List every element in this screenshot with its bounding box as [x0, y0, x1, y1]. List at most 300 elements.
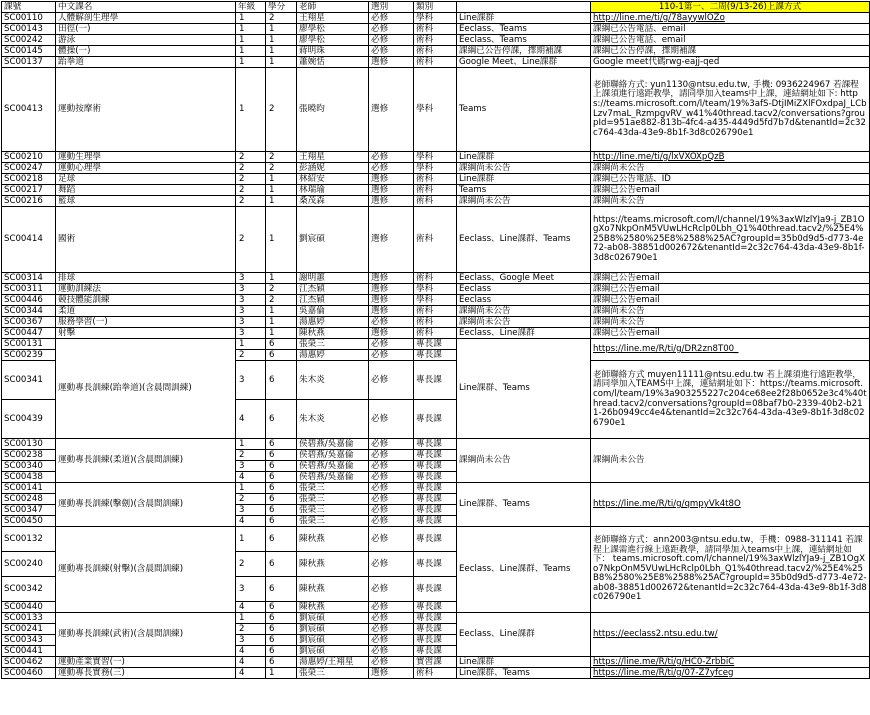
- course-grade: 3: [236, 328, 266, 339]
- course-method: Eeclass、Teams: [457, 24, 591, 35]
- group-course-name: 運動專長訓練(擊劍)(含晨間訓練): [56, 483, 236, 527]
- course-teacher: 張曉昀: [297, 68, 369, 152]
- course-selection: 必修: [369, 657, 414, 668]
- course-credit: 6: [266, 461, 297, 472]
- course-teacher: 張榮三: [297, 483, 369, 494]
- course-credit: 1: [266, 668, 297, 679]
- course-category: 術科: [414, 273, 457, 284]
- table-row: [2, 284, 870, 295]
- course-category: 術科: [414, 668, 457, 679]
- course-method: Eeclass、Line課群: [457, 328, 591, 339]
- course-code: SC00311: [2, 284, 56, 295]
- course-info: 課綱尚未公告: [591, 196, 870, 207]
- course-category: 術科: [414, 207, 457, 273]
- course-code: SC00238: [2, 450, 56, 461]
- course-name: 排球: [56, 273, 236, 284]
- course-selection: 必修: [369, 361, 414, 400]
- course-link[interactable]: http://line.me/ti/g/78ayywlOZo: [591, 13, 870, 24]
- course-method: Eeclass: [457, 284, 591, 295]
- table-row: [2, 185, 870, 196]
- course-grade: 4: [236, 646, 266, 657]
- course-credit: 6: [266, 472, 297, 483]
- course-category: 專長課: [414, 613, 457, 624]
- course-grade: 1: [236, 339, 266, 350]
- course-grade: 2: [236, 196, 266, 207]
- course-credit: 1: [266, 317, 297, 328]
- course-category: 專長課: [414, 494, 457, 505]
- course-category: 術科: [414, 196, 457, 207]
- course-code: SC00217: [2, 185, 56, 196]
- course-code: SC00440: [2, 602, 56, 613]
- course-selection: 選修: [369, 68, 414, 152]
- course-method: Eeclass、Google Meet: [457, 273, 591, 284]
- course-info: 課綱已公告email: [591, 185, 870, 196]
- course-credit: 2: [266, 68, 297, 152]
- course-code: SC00239: [2, 350, 56, 361]
- course-code: SC00344: [2, 306, 56, 317]
- group-course-name: 運動專長訓練(武術)(含晨間訓練): [56, 613, 236, 657]
- course-grade: 1: [236, 483, 266, 494]
- course-method: Eeclass、Line課群、Teams: [457, 207, 591, 273]
- course-code: SC00438: [2, 472, 56, 483]
- course-method: Line課群: [457, 152, 591, 163]
- course-category: 術科: [414, 328, 457, 339]
- table-row: [2, 657, 870, 668]
- course-selection: 必修: [369, 350, 414, 361]
- course-selection: 必修: [369, 646, 414, 657]
- table-row: [2, 152, 870, 163]
- course-category: 學科: [414, 13, 457, 24]
- course-credit: 1: [266, 46, 297, 57]
- table-row: [2, 339, 870, 350]
- course-selection: 必修: [369, 24, 414, 35]
- course-name: 游泳: [56, 35, 236, 46]
- course-credit: 6: [266, 494, 297, 505]
- group-course-name: 運動專長訓練(柔道)(含晨間訓練): [56, 439, 236, 483]
- table-row: [2, 163, 870, 174]
- course-code: SC00110: [2, 13, 56, 24]
- table-row: [2, 439, 870, 450]
- course-code: SC00342: [2, 577, 56, 602]
- course-grade: 3: [236, 577, 266, 602]
- header-code: 課號: [2, 2, 56, 13]
- course-schedule-table: [1, 1, 870, 679]
- course-grade: 2: [236, 624, 266, 635]
- table-row: [2, 35, 870, 46]
- course-credit: 6: [266, 657, 297, 668]
- course-code: SC00450: [2, 516, 56, 527]
- header-grade: 年級: [236, 2, 266, 13]
- table-row: [2, 46, 870, 57]
- course-selection: 必修: [369, 635, 414, 646]
- course-selection: 必修: [369, 516, 414, 527]
- course-teacher: 張榮三: [297, 516, 369, 527]
- table-row: [2, 328, 870, 339]
- course-credit: 6: [266, 350, 297, 361]
- course-grade: 4: [236, 602, 266, 613]
- course-method: 課綱尚未公告: [457, 163, 591, 174]
- course-code: SC00133: [2, 613, 56, 624]
- group-method: Line課群、Teams: [457, 483, 591, 527]
- course-info: 課綱已公告email: [591, 284, 870, 295]
- course-code: SC00340: [2, 461, 56, 472]
- course-name: 運動按摩術: [56, 68, 236, 152]
- course-grade: 1: [236, 439, 266, 450]
- course-grade: 2: [236, 174, 266, 185]
- course-credit: 6: [266, 635, 297, 646]
- course-credit: 6: [266, 516, 297, 527]
- course-credit: 1: [266, 174, 297, 185]
- course-name: 國術: [56, 207, 236, 273]
- course-credit: 2: [266, 284, 297, 295]
- course-name: 柔道: [56, 306, 236, 317]
- course-credit: 6: [266, 505, 297, 516]
- course-grade: 2: [236, 494, 266, 505]
- course-category: 術科: [414, 57, 457, 68]
- group-link[interactable]: https://line.me/R/ti/g/DR2zn8T00_: [591, 339, 870, 361]
- course-credit: 1: [266, 207, 297, 273]
- course-teacher: 陳秋燕: [297, 328, 369, 339]
- course-code: SC00460: [2, 668, 56, 679]
- course-credit: 2: [266, 163, 297, 174]
- course-category: 專長課: [414, 505, 457, 516]
- course-code: SC00413: [2, 68, 56, 152]
- course-category: 術科: [414, 174, 457, 185]
- course-grade: 1: [236, 613, 266, 624]
- course-selection: 選修: [369, 284, 414, 295]
- course-category: 術科: [414, 24, 457, 35]
- course-teacher: 劉宸碩: [297, 207, 369, 273]
- table-row: [2, 57, 870, 68]
- course-name: 運動專長實務(三): [56, 668, 236, 679]
- course-teacher: 湯惠婷: [297, 350, 369, 361]
- course-credit: 6: [266, 361, 297, 400]
- course-teacher: 張榮三: [297, 339, 369, 350]
- course-code: SC00141: [2, 483, 56, 494]
- course-code: SC00446: [2, 295, 56, 306]
- course-method: Line課群: [457, 174, 591, 185]
- course-code: SC00347: [2, 505, 56, 516]
- course-info: 課綱已公告email: [591, 273, 870, 284]
- course-method: 課綱尚未公告: [457, 317, 591, 328]
- table-row: [2, 68, 870, 152]
- course-info: 課綱已公告電話、email: [591, 35, 870, 46]
- course-credit: 6: [266, 339, 297, 350]
- course-teacher: 王翔星: [297, 13, 369, 24]
- course-selection: 必修: [369, 577, 414, 602]
- course-teacher: 桑茂森: [297, 196, 369, 207]
- course-info: Google meet代碼rwg-eajj-qed: [591, 57, 870, 68]
- course-selection: 選修: [369, 295, 414, 306]
- course-code: SC00145: [2, 46, 56, 57]
- course-selection: 必修: [369, 552, 414, 577]
- course-credit: 2: [266, 13, 297, 24]
- header-selection: 選別: [369, 2, 414, 13]
- course-teacher: 吳嘉倫: [297, 306, 369, 317]
- course-link[interactable]: http://line.me/ti/g/lxVXOXpQzB: [591, 152, 870, 163]
- course-selection: 選修: [369, 174, 414, 185]
- course-category: 專長課: [414, 450, 457, 461]
- course-category: 實習課: [414, 657, 457, 668]
- course-category: 學科: [414, 163, 457, 174]
- course-credit: 6: [266, 602, 297, 613]
- course-credit: 6: [266, 624, 297, 635]
- course-name: 服務學習(一): [56, 317, 236, 328]
- table-row: [2, 13, 870, 24]
- table-row: [2, 24, 870, 35]
- course-category: 術科: [414, 35, 457, 46]
- course-category: 專長課: [414, 483, 457, 494]
- course-code: SC00247: [2, 163, 56, 174]
- course-method: Line課群、Teams: [457, 668, 591, 679]
- group-method: Eeclass、Line課群、Teams: [457, 527, 591, 613]
- course-code: SC00143: [2, 24, 56, 35]
- course-selection: 必修: [369, 317, 414, 328]
- course-grade: 1: [236, 35, 266, 46]
- course-teacher: 劉宸碩: [297, 646, 369, 657]
- header-name: 中文課名: [56, 2, 236, 13]
- course-code: SC00242: [2, 35, 56, 46]
- header-category: 類別: [414, 2, 457, 13]
- table-row: [2, 306, 870, 317]
- course-grade: 2: [236, 350, 266, 361]
- course-teacher: 彭涵妮: [297, 163, 369, 174]
- course-grade: 1: [236, 13, 266, 24]
- course-code: SC00439: [2, 400, 56, 439]
- course-code: SC00341: [2, 361, 56, 400]
- group-link[interactable]: https://line.me/R/ti/g/qmpyVk4t8O: [591, 483, 870, 527]
- table-row: [2, 317, 870, 328]
- course-method: Eeclass: [457, 295, 591, 306]
- course-name: 運動生理學: [56, 152, 236, 163]
- course-category: 術科: [414, 317, 457, 328]
- course-code: SC00216: [2, 196, 56, 207]
- course-name: 體操(一): [56, 46, 236, 57]
- course-category: 專長課: [414, 602, 457, 613]
- table-row: [2, 196, 870, 207]
- group-info: 課綱尚未公告: [591, 439, 870, 483]
- course-category: 專長課: [414, 577, 457, 602]
- course-code: SC00218: [2, 174, 56, 185]
- table-row: [2, 207, 870, 273]
- course-grade: 4: [236, 657, 266, 668]
- course-method: Line課群: [457, 13, 591, 24]
- course-grade: 1: [236, 46, 266, 57]
- course-category: 術科: [414, 185, 457, 196]
- course-teacher: 王翔星: [297, 152, 369, 163]
- course-grade: 4: [236, 472, 266, 483]
- course-selection: 必修: [369, 35, 414, 46]
- course-teacher: 林瑞瑜: [297, 185, 369, 196]
- course-method: 課綱已公告停課，擇期補課: [457, 46, 591, 57]
- course-name: 運動產業實習(一): [56, 657, 236, 668]
- course-code: SC00240: [2, 552, 56, 577]
- course-teacher: 湯惠婷/王翔星: [297, 657, 369, 668]
- course-code: SC00343: [2, 635, 56, 646]
- course-selection: 必修: [369, 527, 414, 552]
- course-info: https://teams.microsoft.com/l/channel/19%3axWlzlYJa9-j_ZB1OgXo7NkpOnM5VUwLHcRclp0Lbh_Q1%40thread.tacv2/%25E4%25B8%2580%25E8%2588%25AC?groupId=35b0d9d5-d773-4e72-ab08-38851d002672&tenantId=2c32c764-43da-43e9-8b1f-3d8c026790e1: [591, 207, 870, 273]
- course-selection: 必修: [369, 46, 414, 57]
- course-selection: 選修: [369, 668, 414, 679]
- group-course-name: 運動專長訓練(射擊)(含晨間訓練): [56, 527, 236, 613]
- course-grade: 4: [236, 400, 266, 439]
- course-info: 課綱尚未公告: [591, 163, 870, 174]
- table-row: [2, 613, 870, 624]
- course-name: 足球: [56, 174, 236, 185]
- course-code: SC00447: [2, 328, 56, 339]
- header-row: [2, 2, 870, 13]
- course-code: SC00367: [2, 317, 56, 328]
- course-teacher: 陳秋燕: [297, 552, 369, 577]
- course-category: 專長課: [414, 439, 457, 450]
- course-grade: 2: [236, 185, 266, 196]
- course-teacher: 劉宸碩: [297, 624, 369, 635]
- course-selection: 必修: [369, 163, 414, 174]
- course-grade: 1: [236, 527, 266, 552]
- course-selection: 必修: [369, 505, 414, 516]
- course-grade: 3: [236, 461, 266, 472]
- course-teacher: 張榮三: [297, 668, 369, 679]
- course-category: 專長課: [414, 527, 457, 552]
- course-code: SC00130: [2, 439, 56, 450]
- course-category: 學科: [414, 68, 457, 152]
- course-method: 課綱尚未公告: [457, 196, 591, 207]
- course-name: 舞蹈: [56, 185, 236, 196]
- course-method: Eeclass、Teams: [457, 35, 591, 46]
- course-credit: 6: [266, 483, 297, 494]
- course-teacher: 謝明蕙: [297, 273, 369, 284]
- course-teacher: 江杰穎: [297, 295, 369, 306]
- course-teacher: 陳秋燕: [297, 527, 369, 552]
- course-selection: 必修: [369, 613, 414, 624]
- course-grade: 1: [236, 24, 266, 35]
- course-category: 專長課: [414, 461, 457, 472]
- course-category: 專長課: [414, 624, 457, 635]
- course-grade: 3: [236, 505, 266, 516]
- course-category: 學科: [414, 284, 457, 295]
- course-credit: 6: [266, 552, 297, 577]
- course-info: 老師聯絡方式: yun1130@ntsu.edu.tw, 手機: 0936224967 若課程上課須進行遠距教學，請同學加入teams中上課，連結網址如下: https://teams.microsoft.com/l/team/19%3afS-DtjIMiZXlFOxdpaJ_LCbLzv7maL_RzmpgvRV_w41%40thread.tacv2/conversations?groupId=951ae882-813b-4fc4-a435-4449d5fd7b7d&tenantId=2c32c764-43da-43e9-8b1f-3d8c026790e1: [591, 68, 870, 152]
- course-link[interactable]: https://line.me/R/ti/g/HC0-ZrbbiC: [591, 657, 870, 668]
- course-teacher: 朱木炎: [297, 400, 369, 439]
- course-category: 專長課: [414, 350, 457, 361]
- course-link[interactable]: https://line.me/R/ti/g/07-Z7yfceg: [591, 668, 870, 679]
- course-method: Line課群: [457, 657, 591, 668]
- course-code: SC00210: [2, 152, 56, 163]
- course-code: SC00441: [2, 646, 56, 657]
- course-selection: 選修: [369, 57, 414, 68]
- group-info: 老師聯絡方式：ann2003@ntsu.edu.tw，手機：0988-311141 若課程上課需進行線上遠距教學，請同學加入teams中上課，連結網址如下： teams.microsoft.com/l/channel/19%3axWlzlYJa9-j_ZB1OgXo7NkpOnM5VUwLHcRclp0Lbh_Q1%40thread.tacv2/%25E4%25B8%2580%25E8%2588%25AC?groupId=35b0d9d5-d773-4e72-ab08-38851d002672&tenantId=2c32c764-43da-43e9-8b1f-3d8c026790e1: [591, 527, 870, 613]
- course-selection: 必修: [369, 400, 414, 439]
- course-code: SC00137: [2, 57, 56, 68]
- course-teacher: 蔣明珠: [297, 46, 369, 57]
- course-category: 學科: [414, 152, 457, 163]
- course-name: 人體解剖生理學: [56, 13, 236, 24]
- course-teacher: 侯碧燕/吳嘉倫: [297, 439, 369, 450]
- course-teacher: 朱木炎: [297, 361, 369, 400]
- course-credit: 6: [266, 613, 297, 624]
- course-selection: 必修: [369, 439, 414, 450]
- course-teacher: 侯碧燕/吳嘉倫: [297, 472, 369, 483]
- course-grade: 1: [236, 68, 266, 152]
- course-teacher: 劉宸碩: [297, 635, 369, 646]
- course-credit: 1: [266, 328, 297, 339]
- course-selection: 必修: [369, 624, 414, 635]
- course-teacher: 廖學松: [297, 24, 369, 35]
- course-name: 運動心理學: [56, 163, 236, 174]
- course-selection: 必修: [369, 339, 414, 350]
- course-grade: 3: [236, 317, 266, 328]
- course-credit: 1: [266, 196, 297, 207]
- course-grade: 3: [236, 284, 266, 295]
- header-teacher: 老師: [297, 2, 369, 13]
- course-info: 課綱已公告email: [591, 328, 870, 339]
- course-credit: 1: [266, 306, 297, 317]
- course-credit: 6: [266, 577, 297, 602]
- course-credit: 6: [266, 439, 297, 450]
- course-grade: 3: [236, 635, 266, 646]
- course-credit: 1: [266, 273, 297, 284]
- table-row: [2, 295, 870, 306]
- course-grade: 2: [236, 152, 266, 163]
- course-teacher: 陳秋燕: [297, 602, 369, 613]
- header-method: [457, 2, 591, 13]
- course-teacher: 劉宸碩: [297, 613, 369, 624]
- course-name: 田徑(一): [56, 24, 236, 35]
- course-method: Teams: [457, 68, 591, 152]
- course-info: 課綱已公告電話、ID: [591, 174, 870, 185]
- course-name: 射擊: [56, 328, 236, 339]
- header-week-method: 110-1第一、二周(9/13-26)上課方式: [591, 2, 870, 13]
- course-selection: 選修: [369, 185, 414, 196]
- course-selection: 必修: [369, 494, 414, 505]
- course-teacher: 陳秋燕: [297, 577, 369, 602]
- course-grade: 3: [236, 273, 266, 284]
- course-name: 競技體能訓練: [56, 295, 236, 306]
- course-category: 術科: [414, 46, 457, 57]
- course-category: 專長課: [414, 400, 457, 439]
- course-selection: 選修: [369, 196, 414, 207]
- course-info: 課綱尚未公告: [591, 317, 870, 328]
- course-category: 專長課: [414, 635, 457, 646]
- group-method: 課綱尚未公告: [457, 439, 591, 483]
- group-method: Eeclass、Line課群: [457, 613, 591, 657]
- course-selection: 選修: [369, 207, 414, 273]
- course-grade: 3: [236, 295, 266, 306]
- course-selection: 選修: [369, 306, 414, 317]
- course-code: SC00131: [2, 339, 56, 350]
- table-row: [2, 483, 870, 494]
- course-grade: 3: [236, 361, 266, 400]
- course-credit: 6: [266, 400, 297, 439]
- course-selection: 必修: [369, 152, 414, 163]
- course-category: 學科: [414, 295, 457, 306]
- course-grade: 1: [236, 57, 266, 68]
- course-grade: 4: [236, 516, 266, 527]
- course-teacher: 湯惠婷: [297, 317, 369, 328]
- course-code: SC00462: [2, 657, 56, 668]
- table-row: [2, 527, 870, 552]
- course-teacher: 侯碧燕/吳嘉倫: [297, 461, 369, 472]
- group-link[interactable]: https://eeclass2.ntsu.edu.tw/: [591, 613, 870, 657]
- course-category: 術科: [414, 306, 457, 317]
- group-method: Line課群、Teams: [457, 339, 591, 439]
- table-row: [2, 174, 870, 185]
- course-credit: 1: [266, 185, 297, 196]
- course-selection: 必修: [369, 472, 414, 483]
- course-category: 專長課: [414, 552, 457, 577]
- course-credit: 2: [266, 295, 297, 306]
